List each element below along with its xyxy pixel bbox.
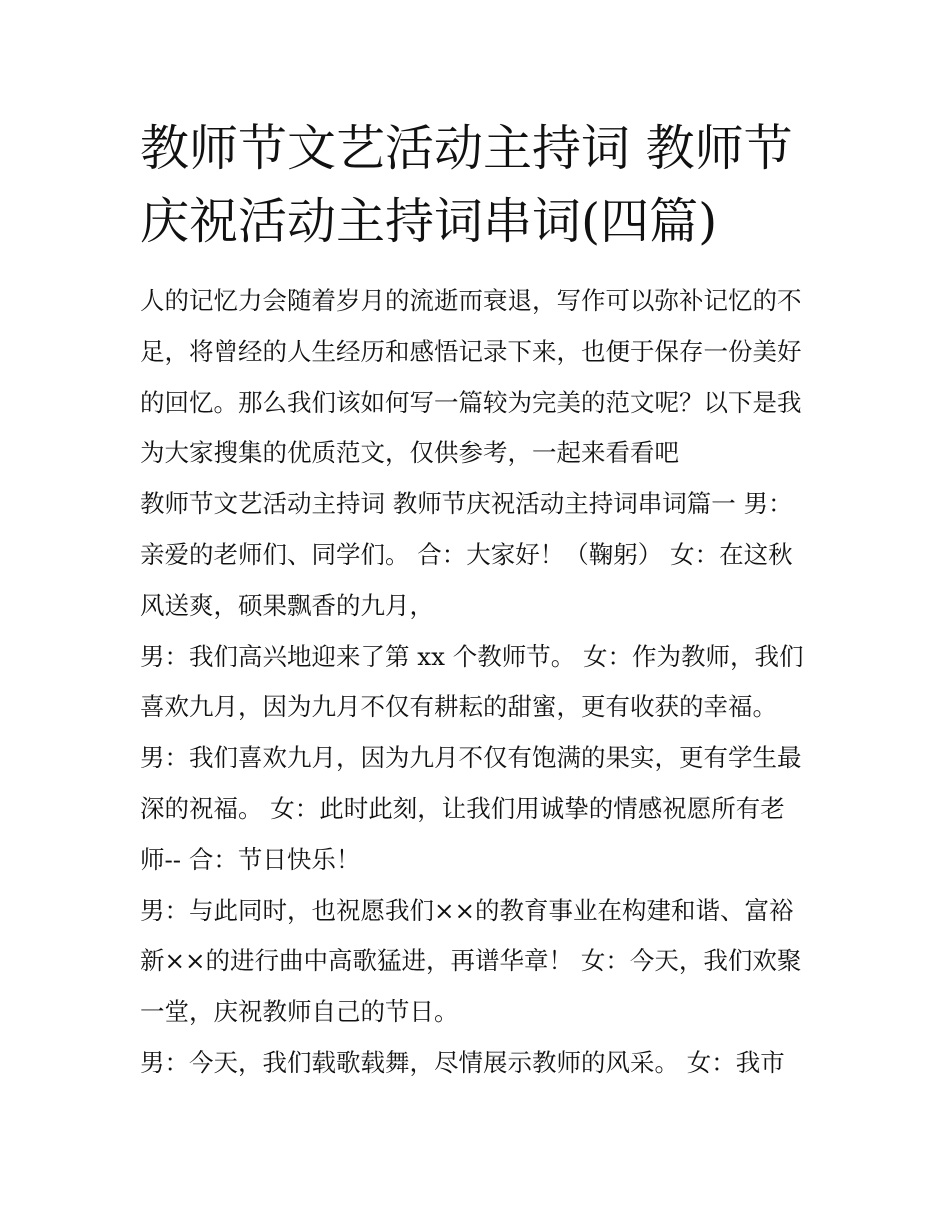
paragraph-dialogue: [140, 733, 830, 885]
paragraph-dialogue: [140, 632, 830, 734]
text-line: 为大家搜集的优质范文，仅供参考，一起来看看吧: [140, 438, 679, 468]
text-line: 新××的进行曲中高歌猛进，再谱华章！ 女：今天，我们欢聚: [140, 946, 802, 976]
text-line: 男：今天，我们载歌载舞，尽情展示教师的风采。 女：我市: [140, 1047, 785, 1077]
document-body: [140, 276, 830, 1089]
text-line: 人的记忆力会随着岁月的流逝而衰退，写作可以弥补记忆的不: [140, 286, 802, 315]
text-line: 教师节文艺活动主持词 教师节庆祝活动主持词串词篇一 男：: [140, 489, 793, 519]
text-line: 男：与此同时，也祝愿我们××的教育事业在构建和谐、富裕: [140, 895, 794, 925]
text-line: 男：我们高兴地迎来了第 xx 个教师节。 女：作为教师，我们: [140, 641, 804, 671]
paragraph-intro: [140, 276, 830, 479]
paragraph-dialogue: [140, 886, 830, 1038]
text-line: 的回忆。那么我们该如何写一篇较为完美的范文呢？以下是我: [140, 387, 802, 417]
text-line: 师-- 合：节日快乐！: [140, 844, 361, 874]
text-line: 亲爱的老师们、同学们。 合：大家好！（鞠躬） 女：在这秋: [140, 539, 793, 569]
text-line: 足，将曾经的人生经历和感悟记录下来，也便于保存一份美好: [140, 336, 802, 366]
title-line: 庆祝活动主持词串词(四篇): [140, 193, 718, 250]
paragraph-opening: [140, 479, 830, 631]
text-line: 深的祝福。 女：此时此刻，让我们用诚挚的情感祝愿所有老: [140, 793, 785, 823]
document-title: [140, 112, 840, 258]
title-line: 教师节文艺活动主持词 教师节: [140, 120, 793, 177]
text-line: 男：我们喜欢九月，因为九月不仅有饱满的果实，更有学生最: [140, 743, 802, 773]
text-line: 喜欢九月，因为九月不仅有耕耘的甜蜜，更有收获的幸福。: [140, 692, 777, 722]
paragraph-dialogue: [140, 1038, 830, 1089]
text-line: 一堂，庆祝教师自己的节日。: [140, 997, 459, 1027]
text-line: 风送爽，硕果飘香的九月，: [140, 590, 434, 620]
